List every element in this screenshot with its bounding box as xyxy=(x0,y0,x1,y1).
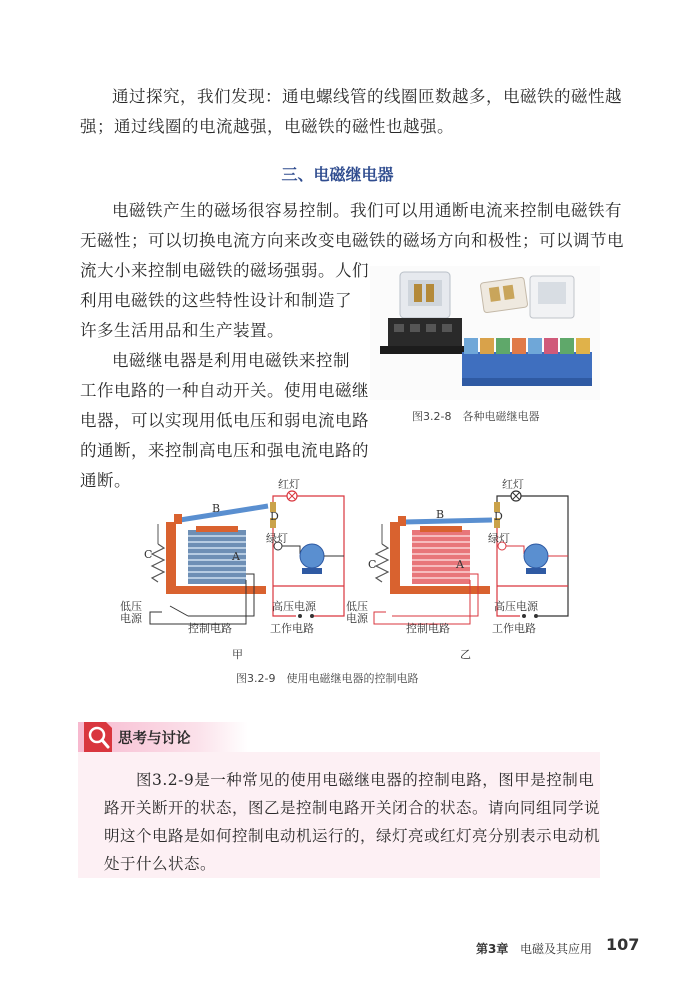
para2-line-1: 电磁继电器是利用电磁铁来控制 xyxy=(112,351,350,370)
para2-line-4: 的通断，来控制高电压和强电流电路的 xyxy=(80,441,369,460)
label-green-lamp-jia: 绿灯 xyxy=(266,532,288,545)
label-jia: 甲 xyxy=(232,648,243,661)
para2-line-3: 电器，可以实现用低电压和弱电流电路 xyxy=(80,411,369,430)
label-green-lamp-yi: 绿灯 xyxy=(488,532,510,545)
label-b-yi: B xyxy=(436,508,445,521)
label-d-jia: D xyxy=(270,510,279,523)
label-work-circuit-jia: 工作电路 xyxy=(270,622,314,635)
relay-circuit-diagrams xyxy=(120,474,580,661)
discussion-line-4: 处于什么状态。 xyxy=(104,855,217,873)
para1-line-4: 利用电磁铁的这些特性设计和制造了 xyxy=(80,291,352,310)
label-high-voltage-jia: 高压电源 xyxy=(272,600,316,613)
discussion-line-2: 路开关断开的状态，图乙是控制电路开关闭合的状态。请向同组同学说 xyxy=(104,799,601,817)
para1-line-2: 无磁性；可以切换电流方向来改变电磁铁的磁场方向和极性；可以调节电 xyxy=(80,231,624,250)
label-low-voltage-yi-1: 低压 xyxy=(346,600,368,613)
para1-line-5: 许多生活用品和生产装置。 xyxy=(80,321,284,340)
intro-line-1: 通过探究，我们发现：通电螺线管的线圈匝数越多，电磁铁的磁性越 xyxy=(112,87,622,106)
footer-chapter: 第3章 xyxy=(476,942,509,956)
figure-3-2-8-caption: 图3.2-8 各种电磁继电器 xyxy=(412,410,540,423)
diagram-yi xyxy=(374,491,568,624)
para1-line-3: 流大小来控制电磁铁的磁场强弱。人们 xyxy=(80,261,369,280)
label-red-lamp-yi: 红灯 xyxy=(502,478,524,491)
figure-3-2-9-caption: 图3.2-9 使用电磁继电器的控制电路 xyxy=(236,672,419,685)
intro-line-2: 强；通过线圈的电流越强，电磁铁的磁性也越强。 xyxy=(80,117,454,136)
section-title: 三、电磁继电器 xyxy=(281,165,394,184)
label-low-voltage-jia-2: 电源 xyxy=(120,612,142,625)
label-a-yi: A xyxy=(456,558,464,571)
label-red-lamp-jia: 红灯 xyxy=(278,478,300,491)
label-high-voltage-yi: 高压电源 xyxy=(494,600,538,613)
para2-line-2: 工作电路的一种自动开关。使用电磁继 xyxy=(80,381,369,400)
label-work-circuit-yi: 工作电路 xyxy=(492,622,536,635)
page-number: 107 xyxy=(606,935,640,954)
label-a-jia: A xyxy=(232,550,240,563)
label-yi: 乙 xyxy=(460,648,471,661)
relay-photo xyxy=(370,266,600,400)
label-c-jia: C xyxy=(144,548,153,561)
para1-line-1: 电磁铁产生的磁场很容易控制。我们可以用通断电流来控制电磁铁有 xyxy=(112,201,622,220)
magnifier-icon xyxy=(82,718,114,754)
para2-line-5: 通断。 xyxy=(80,471,131,490)
discussion-title: 思考与讨论 xyxy=(118,731,191,747)
discussion-line-1: 图3.2-9是一种常见的使用电磁继电器的控制电路，图甲是控制电 xyxy=(136,771,595,789)
label-control-circuit-yi: 控制电路 xyxy=(406,622,450,635)
label-b-jia: B xyxy=(212,502,221,515)
label-d-yi: D xyxy=(494,510,503,523)
discussion-line-3: 明这个电路是如何控制电动机运行的，绿灯亮或红灯亮分别表示电动机 xyxy=(104,827,601,845)
footer-chapter-title: 电磁及其应用 xyxy=(520,942,593,956)
label-c-yi: C xyxy=(368,558,377,571)
label-control-circuit-jia: 控制电路 xyxy=(188,622,232,635)
label-low-voltage-yi-2: 电源 xyxy=(346,612,368,625)
label-low-voltage-jia-1: 低压 xyxy=(120,600,142,613)
